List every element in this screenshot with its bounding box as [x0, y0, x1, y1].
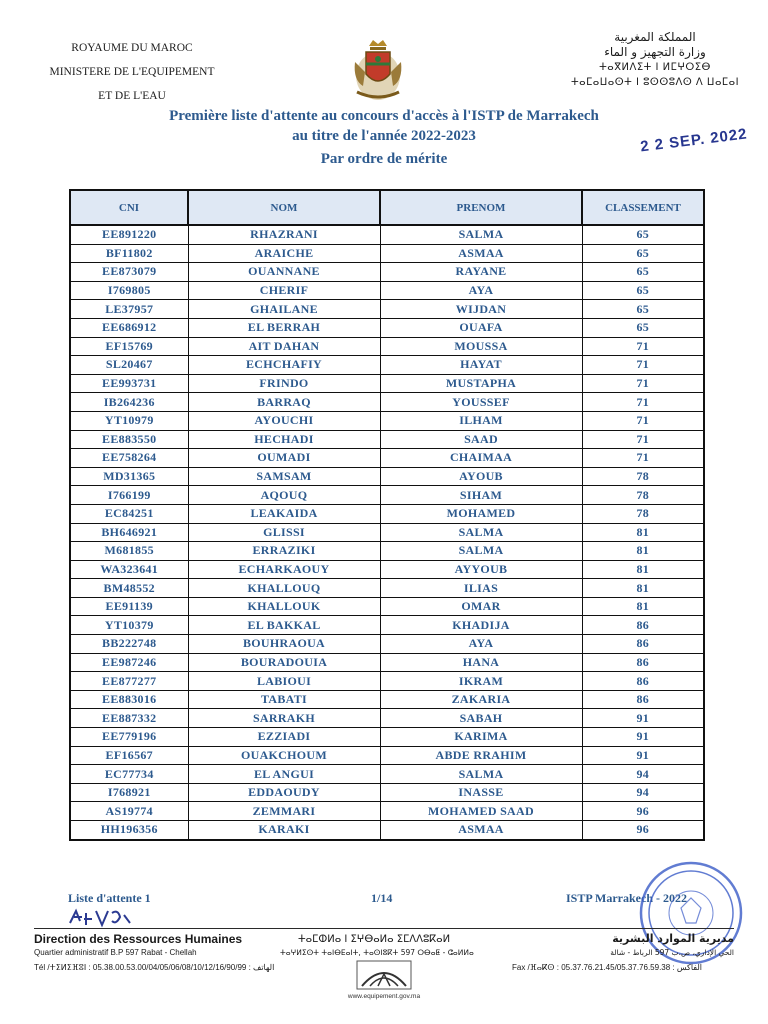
footer-school-label: ISTP Marrakech - 2022: [566, 891, 687, 905]
table-row: [70, 374, 704, 393]
cell-cni: AS19774: [70, 802, 188, 821]
ministry-header-ar: [570, 30, 740, 90]
cell-cni: I768921: [70, 783, 188, 802]
cell-classement: 96: [582, 821, 704, 840]
merit-order-subtitle: Par ordre de mérite: [320, 151, 448, 167]
cell-nom: ECHCHAFIY: [188, 356, 380, 375]
table-row: [70, 486, 704, 505]
cell-classement: 86: [582, 635, 704, 654]
cell-classement: 65: [582, 225, 704, 244]
cell-prenom: SALMA: [380, 523, 582, 542]
cell-cni: EE877277: [70, 672, 188, 691]
cell-prenom: SABAH: [380, 709, 582, 728]
cell-cni: EE887332: [70, 709, 188, 728]
cell-prenom: ASMAA: [380, 244, 582, 263]
cell-nom: GHAILANE: [188, 300, 380, 319]
table-row: [70, 449, 704, 468]
handwritten-signature: [66, 907, 136, 929]
cell-nom: ERRAZIKI: [188, 542, 380, 561]
cell-cni: YT10379: [70, 616, 188, 635]
cell-classement: 71: [582, 411, 704, 430]
table-row: [70, 690, 704, 709]
cell-classement: 71: [582, 393, 704, 412]
table-row: [70, 281, 704, 300]
cell-classement: 71: [582, 337, 704, 356]
cell-cni: BF11802: [70, 244, 188, 263]
cell-cni: EE993731: [70, 374, 188, 393]
table-row: [70, 542, 704, 561]
cell-nom: EDDAOUDY: [188, 783, 380, 802]
footer-list-label: Liste d'attente 1: [68, 891, 151, 905]
table-row: [70, 821, 704, 840]
cell-cni: EF16567: [70, 746, 188, 765]
cell-classement: 65: [582, 300, 704, 319]
table-row: [70, 802, 704, 821]
cell-prenom: MOHAMED: [380, 504, 582, 523]
ministry-logo-icon: [356, 960, 412, 990]
cell-classement: 65: [582, 281, 704, 300]
cell-classement: 81: [582, 523, 704, 542]
ministry-header-fr: [32, 36, 232, 108]
cell-nom: BOUHRAOUA: [188, 635, 380, 654]
cell-cni: EE873079: [70, 263, 188, 282]
cell-classement: 94: [582, 783, 704, 802]
table-row: [70, 300, 704, 319]
table-header-row: [70, 190, 704, 225]
cell-classement: 65: [582, 318, 704, 337]
cell-nom: OUAKCHOUM: [188, 746, 380, 765]
cell-cni: SL20467: [70, 356, 188, 375]
table-row: [70, 709, 704, 728]
cell-prenom: ABDE RRAHIM: [380, 746, 582, 765]
cell-prenom: KARIMA: [380, 728, 582, 747]
cell-nom: EL BERRAH: [188, 318, 380, 337]
cell-nom: ECHARKAOUY: [188, 560, 380, 579]
cell-prenom: SIHAM: [380, 486, 582, 505]
table-row: [70, 411, 704, 430]
cell-classement: 71: [582, 356, 704, 375]
cell-classement: 71: [582, 449, 704, 468]
cell-prenom: INASSE: [380, 783, 582, 802]
cell-prenom: SAAD: [380, 430, 582, 449]
cell-classement: 78: [582, 504, 704, 523]
column-header-classement: CLASSEMENT: [582, 190, 704, 225]
cell-prenom: AYYOUB: [380, 560, 582, 579]
cell-classement: 91: [582, 746, 704, 765]
cell-prenom: SALMA: [380, 225, 582, 244]
cell-prenom: MOUSSA: [380, 337, 582, 356]
cell-cni: MD31365: [70, 467, 188, 486]
cell-classement: 81: [582, 542, 704, 561]
title-line-1: Première liste d'attente au concours d'accès à l'ISTP de Marrakech: [169, 108, 599, 124]
cell-prenom: MOHAMED SAAD: [380, 802, 582, 821]
cell-nom: OUANNANE: [188, 263, 380, 282]
cell-prenom: ZAKARIA: [380, 690, 582, 709]
title-line-2: au titre de l'année 2022-2023: [292, 128, 476, 144]
waiting-list-table: [69, 189, 705, 841]
cell-prenom: ILIAS: [380, 579, 582, 598]
direction-name-fr: Direction des Ressources Humaines: [34, 932, 243, 946]
table-row: [70, 765, 704, 784]
page-number: 1/14: [371, 891, 393, 905]
footer-divider: [34, 928, 734, 929]
ministry-label-tifinagh: ⵜⴰⵎⴰⵡⴰⵙⵜ ⵏ ⵓⵙⵙⵓⴷⵙ ⴷ ⵡⴰⵎⴰⵏ: [570, 77, 740, 88]
cell-nom: AQOUQ: [188, 486, 380, 505]
cell-nom: ZEMMARI: [188, 802, 380, 821]
cell-prenom: MUSTAPHA: [380, 374, 582, 393]
table-row: [70, 653, 704, 672]
cell-nom: EZZIADI: [188, 728, 380, 747]
kingdom-label: ROYAUME DU MAROC: [71, 42, 193, 54]
cell-classement: 71: [582, 430, 704, 449]
cell-nom: FRINDO: [188, 374, 380, 393]
cell-cni: M681855: [70, 542, 188, 561]
ministry-label-2: ET DE L'EAU: [98, 90, 166, 102]
cell-nom: EL ANGUI: [188, 765, 380, 784]
table-row: [70, 467, 704, 486]
cell-prenom: KHADIJA: [380, 616, 582, 635]
royal-emblem-icon: [349, 36, 407, 104]
cell-prenom: HAYAT: [380, 356, 582, 375]
table-row: [70, 318, 704, 337]
cell-nom: EL BAKKAL: [188, 616, 380, 635]
cell-classement: 78: [582, 486, 704, 505]
direction-name-ar: مديرية الموارد البشرية: [612, 932, 734, 945]
date-stamp: 2 2 SEP. 2022: [639, 125, 749, 156]
cell-cni: EE779196: [70, 728, 188, 747]
cell-nom: KARAKI: [188, 821, 380, 840]
cell-nom: KHALLOUQ: [188, 579, 380, 598]
cell-cni: EE987246: [70, 653, 188, 672]
cell-classement: 65: [582, 263, 704, 282]
cell-nom: AYOUCHI: [188, 411, 380, 430]
ministry-label-ar: وزارة التجهيز و الماء: [604, 45, 706, 59]
cell-nom: HECHADI: [188, 430, 380, 449]
table-row: [70, 244, 704, 263]
table-row: [70, 393, 704, 412]
table-row: [70, 225, 704, 244]
address-ar: الحي الإداري، ص.ب 597 الرباط - شالة: [610, 948, 734, 957]
table-row: [70, 616, 704, 635]
cell-cni: EE91139: [70, 597, 188, 616]
cell-cni: HH196356: [70, 821, 188, 840]
cell-nom: SAMSAM: [188, 467, 380, 486]
cell-cni: EC84251: [70, 504, 188, 523]
table-row: [70, 504, 704, 523]
cell-classement: 81: [582, 560, 704, 579]
cell-cni: I766199: [70, 486, 188, 505]
table-row: [70, 672, 704, 691]
cell-nom: LEAKAIDA: [188, 504, 380, 523]
table-row: [70, 597, 704, 616]
cell-prenom: IKRAM: [380, 672, 582, 691]
table-row: [70, 635, 704, 654]
cell-prenom: HANA: [380, 653, 582, 672]
cell-prenom: AYOUB: [380, 467, 582, 486]
cell-classement: 86: [582, 672, 704, 691]
cell-nom: AIT DAHAN: [188, 337, 380, 356]
cell-classement: 86: [582, 616, 704, 635]
cell-nom: CHERIF: [188, 281, 380, 300]
cell-nom: ARAICHE: [188, 244, 380, 263]
cell-cni: IB264236: [70, 393, 188, 412]
ministry-label: MINISTERE DE L'EQUIPEMENT: [49, 66, 215, 78]
cell-classement: 65: [582, 244, 704, 263]
cell-prenom: ILHAM: [380, 411, 582, 430]
column-header-cni: CNI: [70, 190, 188, 225]
cell-cni: LE37957: [70, 300, 188, 319]
cell-nom: RHAZRANI: [188, 225, 380, 244]
table-row: [70, 356, 704, 375]
cell-nom: SARRAKH: [188, 709, 380, 728]
cell-cni: I769805: [70, 281, 188, 300]
column-header-prenom: PRENOM: [380, 190, 582, 225]
cell-nom: BARRAQ: [188, 393, 380, 412]
cell-cni: BH646921: [70, 523, 188, 542]
cell-nom: GLISSI: [188, 523, 380, 542]
cell-cni: EC77734: [70, 765, 188, 784]
cell-classement: 91: [582, 709, 704, 728]
fax-line: Fax /ⴼⴰⴽⵙ : 05.37.76.21.45/05.37.76.59.38 : الفاكس: [512, 963, 703, 972]
cell-prenom: ASMAA: [380, 821, 582, 840]
cell-cni: EE883016: [70, 690, 188, 709]
cell-cni: EE758264: [70, 449, 188, 468]
cell-cni: EE891220: [70, 225, 188, 244]
cell-classement: 91: [582, 728, 704, 747]
cell-cni: EE883550: [70, 430, 188, 449]
cell-classement: 78: [582, 467, 704, 486]
cell-prenom: WIJDAN: [380, 300, 582, 319]
cell-classement: 94: [582, 765, 704, 784]
cell-prenom: RAYANE: [380, 263, 582, 282]
cell-classement: 96: [582, 802, 704, 821]
address-tifinagh: ⵜⴰⵖⵍⵉⵙⵜ ⵜⴰⵏⴱⴹⴰⵏⵜ, ⵜⴰⵙⵏⵓⴽⵜ 597 ⵔⴱⴰⵟ - ⵛⴰⵍⵍⴰ: [280, 948, 474, 957]
cell-classement: 86: [582, 690, 704, 709]
kingdom-label-ar: المملكة المغربية: [614, 30, 696, 44]
table-row: [70, 263, 704, 282]
table-row: [70, 746, 704, 765]
cell-classement: 81: [582, 597, 704, 616]
table-row: [70, 337, 704, 356]
kingdom-label-tifinagh: ⵜⴰⴳⵍⴷⵉⵜ ⵏ ⵍⵎⵖⵔⵉⴱ: [599, 62, 711, 73]
cell-prenom: OMAR: [380, 597, 582, 616]
cell-nom: KHALLOUK: [188, 597, 380, 616]
cell-prenom: YOUSSEF: [380, 393, 582, 412]
cell-cni: BB222748: [70, 635, 188, 654]
cell-cni: EE686912: [70, 318, 188, 337]
cell-prenom: AYA: [380, 281, 582, 300]
table-row: [70, 579, 704, 598]
cell-nom: LABIOUI: [188, 672, 380, 691]
table-row: [70, 430, 704, 449]
column-header-nom: NOM: [188, 190, 380, 225]
table-row: [70, 728, 704, 747]
cell-nom: OUMADI: [188, 449, 380, 468]
table-row: [70, 560, 704, 579]
cell-classement: 86: [582, 653, 704, 672]
cell-prenom: AYA: [380, 635, 582, 654]
cell-classement: 71: [582, 374, 704, 393]
cell-prenom: SALMA: [380, 542, 582, 561]
telephone-line: Tél /ⵜⵉⵍⵉⴼⵓⵏ : 05.38.00.53.00/04/05/06/08/10/12/16/90/99 : الهاتف: [34, 963, 275, 972]
cell-cni: BM48552: [70, 579, 188, 598]
direction-name-tifinagh: ⵜⴰⵎⵀⵍⴰ ⵏ ⵉⵖⴱⴰⵍⴰ ⵉⵎⴷⴷⵓⴽⴰⵍ: [298, 934, 451, 945]
address-fr: Quartier administratif B.P 597 Rabat - Chellah: [34, 948, 197, 957]
cell-prenom: CHAIMAA: [380, 449, 582, 468]
cell-nom: BOURADOUIA: [188, 653, 380, 672]
cell-cni: YT10979: [70, 411, 188, 430]
cell-prenom: SALMA: [380, 765, 582, 784]
website-link[interactable]: www.equipement.gov.ma: [347, 993, 421, 1000]
cell-cni: WA323641: [70, 560, 188, 579]
cell-nom: TABATI: [188, 690, 380, 709]
cell-prenom: OUAFA: [380, 318, 582, 337]
table-row: [70, 523, 704, 542]
cell-cni: EF15769: [70, 337, 188, 356]
cell-classement: 81: [582, 579, 704, 598]
table-row: [70, 783, 704, 802]
